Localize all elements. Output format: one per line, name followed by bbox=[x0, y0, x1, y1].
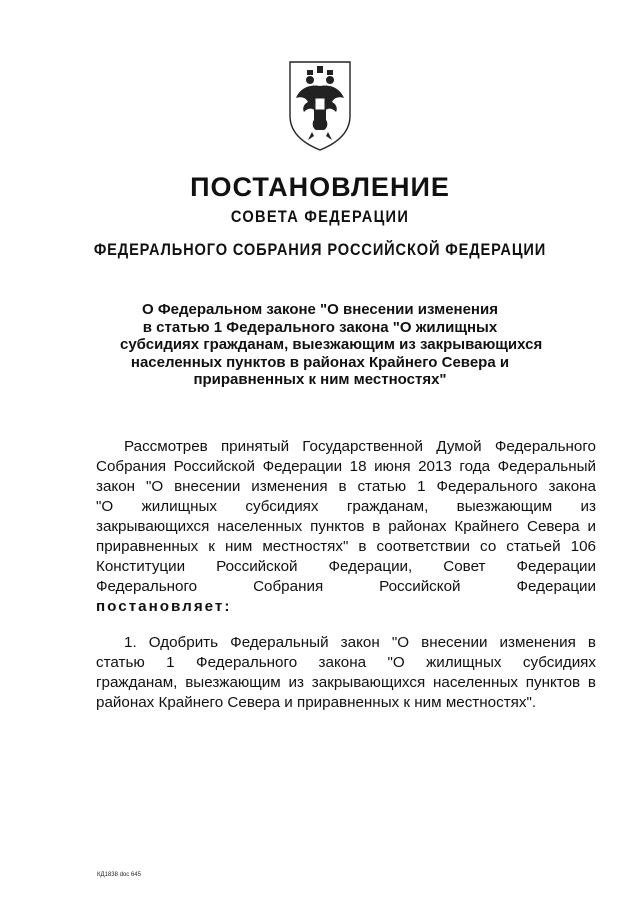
paragraph-line: районах Крайнего Севера и приравненных к ним местностях". bbox=[96, 694, 537, 711]
subject-line: приравненных к ним местностях" bbox=[193, 371, 447, 388]
document-code: КД1838 doc 645 bbox=[97, 872, 141, 878]
coat-of-arms-emblem bbox=[286, 58, 354, 154]
paragraph-line: гражданам, выезжающим из закрывающихся населенных пунктов в bbox=[96, 674, 596, 691]
paragraph-line: Рассмотрев принятый Государственной Думой Федерального bbox=[124, 438, 596, 455]
issuing-body-line-2: ФЕДЕРАЛЬНОГО СОБРАНИЯ РОССИЙСКОЙ ФЕДЕРАЦИИ bbox=[93, 240, 547, 259]
paragraph-line: статью 1 Федерального закона "О жилищных субсидиях bbox=[96, 654, 596, 671]
subject-line: населенных пунктов в районах Крайнего Севера и bbox=[130, 353, 510, 371]
paragraph-line: Собрания Российской Федерации 18 июня 2013 года Федеральный bbox=[96, 458, 596, 475]
subject-line: О Федеральном законе "О внесении изменения bbox=[142, 301, 498, 318]
issuing-body-line-1: СОВЕТА ФЕДЕРАЦИИ bbox=[230, 207, 410, 226]
paragraph-line: закрывающихся населенных пунктов в районах Крайнего Севера и bbox=[96, 518, 596, 535]
paragraph-line: закон "О внесении изменения в статью 1 Федерального закона bbox=[96, 478, 596, 495]
subject-line: субсидиях гражданам, выезжающим из закрывающихся bbox=[120, 336, 543, 353]
paragraph-line: приравненных к ним местностях" в соответствии со статьей 106 bbox=[96, 538, 596, 555]
preamble-paragraph bbox=[96, 437, 596, 617]
paragraph-line: 1. Одобрить Федеральный закон "О внесении изменения в bbox=[124, 634, 596, 651]
paragraph-line: "О жилищных субсидиях гражданам, выезжающим из bbox=[96, 498, 596, 515]
document-title: ПОСТАНОВЛЕНИЕ bbox=[190, 172, 450, 202]
resolution-subject bbox=[120, 301, 543, 389]
item-1-paragraph bbox=[96, 633, 596, 713]
resolves-keyword: постановляет: bbox=[96, 598, 232, 615]
paragraph-line: Федерального Собрания Российской Федерации bbox=[96, 578, 596, 595]
subject-line: в статью 1 Федерального закона "О жилищных bbox=[142, 318, 498, 336]
paragraph-line: Конституции Российской Федерации, Совет Федерации bbox=[96, 558, 596, 575]
